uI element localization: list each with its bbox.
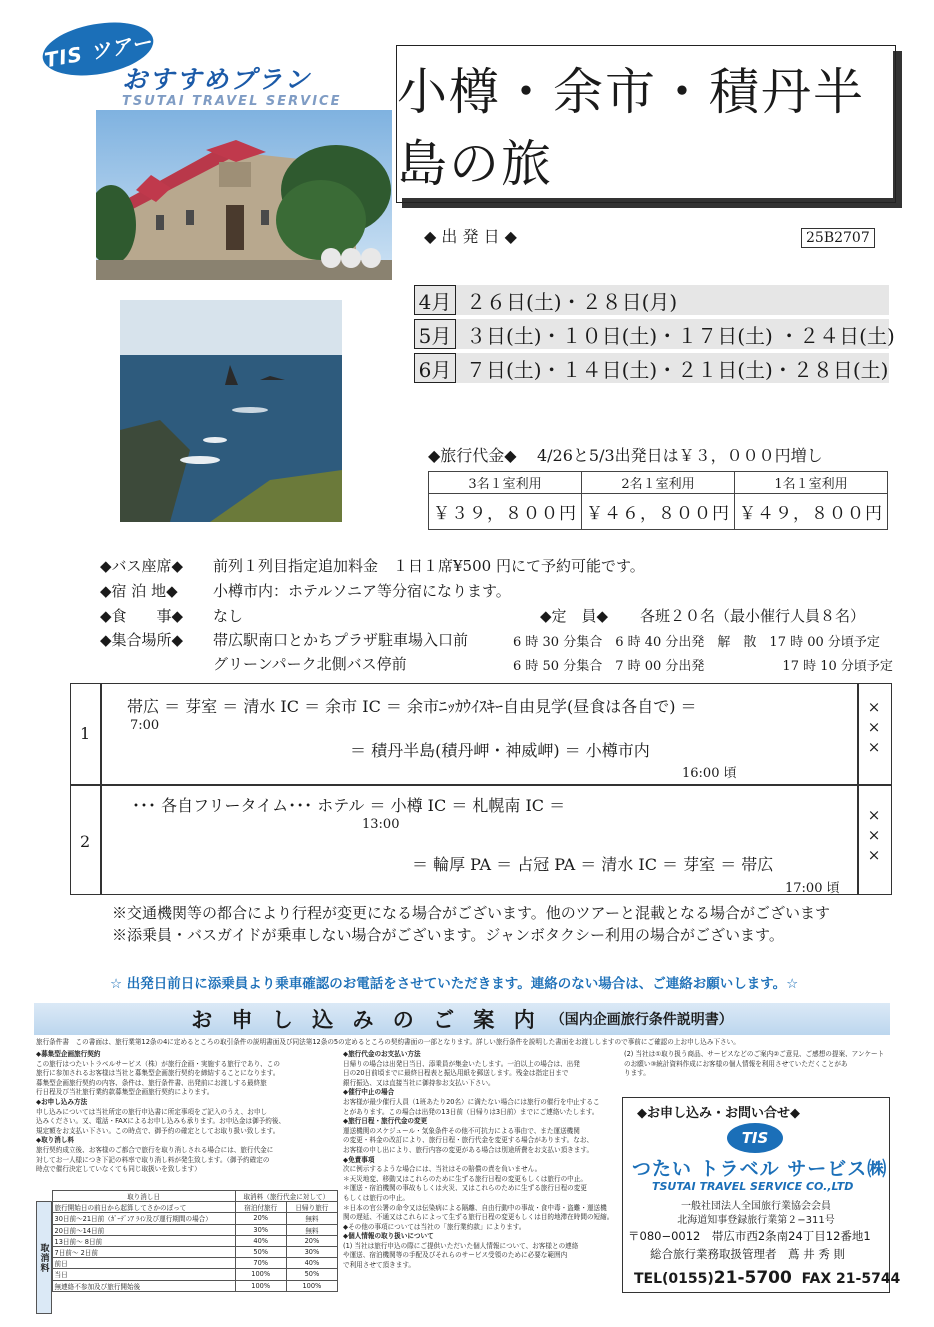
meal-mark: ×: [867, 846, 881, 864]
cancel-header: 取消料（旅行代金に対して）: [235, 1191, 337, 1202]
cond-line: ◆取り消し料: [36, 1136, 75, 1145]
cancel-cell: 13日前〜 8日前: [52, 1235, 235, 1246]
cancel-header: 取り消し日: [52, 1191, 235, 1202]
price-col-header: 2名１室利用: [582, 472, 735, 494]
cond-line: ＊日本の官公署の命令又は伝染病による隔離、自由行動中の事故・食中毒・盗難・運送機: [343, 1203, 607, 1212]
meal-marks: [862, 805, 886, 865]
cond-line: ◆お申し込み方法: [36, 1097, 88, 1106]
price-note: 4/26と5/3出発日は￥３，０００円増し: [536, 446, 823, 465]
cancel-cell: 100%: [286, 1280, 337, 1291]
cond-line: ◆免責事項: [343, 1155, 375, 1164]
cond-line: 申し込みについては当社所定の旅行申込書に所定事項をご記入のうえ、お申し: [36, 1107, 268, 1116]
cond-line: ◆募集型企画旅行契約: [36, 1050, 101, 1058]
cond-line: ◆催行中止の場合: [343, 1088, 395, 1097]
cancel-cell: 100%: [235, 1280, 286, 1291]
cond-line: ります。: [624, 1069, 650, 1078]
tel-number: 21-5700: [713, 1268, 792, 1288]
service-name: TSUTAI TRAVEL SERVICE: [122, 94, 342, 109]
cond-line: (2) 当社は①取り扱う商品、サービスなどのご案内②ご意見、ご感想の提案、アンケート: [624, 1050, 885, 1058]
company-name: つたい トラベル サービス㈱: [632, 1158, 888, 1180]
call-notice: ☆ 出発日前日に添乗員より乗車確認のお電話をさせていただきます。連絡のない場合は、ご連絡お願いします。☆: [110, 976, 799, 992]
cancel-cell: 無料: [286, 1213, 337, 1224]
cond-line: ＊天災地変、移動又はこれらのために生ずる旅行日程の変更もしくは旅行の中止。: [343, 1174, 587, 1183]
meeting-time-2: 6 時 50 分集合 7 時 00 分出発 17 時 10 分頃予定: [513, 659, 893, 674]
departure-row: [414, 353, 888, 383]
title-box: [396, 45, 896, 203]
cond-line: ◆旅行代金のお支払い方法: [343, 1050, 421, 1058]
cancel-cell: 70%: [235, 1258, 286, 1269]
meal-info: なし: [213, 607, 244, 625]
price-value: ￥３９，８００円: [429, 494, 582, 530]
cancel-cell: 30日前〜21日前（ｶﾞｰﾃﾞﾝｱ ﾗｲﾝ及び運行期間の場合）: [52, 1213, 235, 1224]
cancel-cell: 30%: [286, 1246, 337, 1257]
cond-line: 関の遅延、不通又はこれらによって生ずる旅行日程の変更もしくは目的地滞在時間の短縮。: [343, 1213, 614, 1222]
note-1: ※交通機関等の都合により行程が変更になる場合がございます。他のツアーと混載となる場合がございます: [112, 904, 831, 922]
bus-seat-label: ◆バス座席◆: [100, 557, 184, 575]
departure-label: ◆ 出 発 日 ◆: [424, 227, 517, 246]
meal-marks: [862, 697, 886, 757]
cond-line: ＊運送・宿泊機関の事故もしくは火災、又はこれらのために生ずる旅行日程の変更: [343, 1184, 587, 1193]
association: 一般社団法人全国旅行業協会会員: [681, 1201, 831, 1212]
capacity-info: 各班２０名（最小催行人員８名）: [640, 607, 866, 625]
route-time: 13:00: [362, 817, 400, 832]
tel-label: TEL(0155): [634, 1271, 714, 1287]
application-subtitle: （国内企画旅行条件説明書）: [550, 1012, 733, 1028]
price-col-header: 1名１室利用: [735, 472, 888, 494]
day-number: 2: [80, 832, 91, 851]
stay-label: ◆宿 泊 地◆: [100, 582, 178, 600]
application-title: お 申 し 込 み の ご 案 内: [191, 1008, 541, 1032]
month-label: 6月: [414, 353, 456, 383]
cond-line: ◆その他の事項については当社の「旅行業約款」によります。: [343, 1222, 526, 1231]
price-table: [428, 471, 888, 530]
divider: [857, 683, 859, 895]
price-value: ￥４６，８００円: [582, 494, 735, 530]
meal-mark: ×: [867, 806, 881, 824]
tis-tour-logo: TIS ツアー: [39, 15, 158, 84]
month-label: 4月: [414, 285, 456, 315]
meal-label: ◆食 事◆: [100, 607, 184, 625]
cond-line: 募集型企画旅行契約の内容、条件は、旅行条件書、出発前にお渡しする最終旅: [36, 1078, 267, 1087]
capacity-label: ◆定 員◆: [540, 607, 609, 625]
cancel-side-label: 取消料: [36, 1201, 52, 1314]
cond-line: この旅行はつたいトラベルサービス（株）が旅行企画・実施する旅行であり、この: [36, 1059, 280, 1068]
meeting-place-2: グリーンパーク北側バス停前: [213, 655, 407, 673]
cancel-subheader: 旅行開始日の前日から起算してさかのぼって: [52, 1202, 235, 1213]
cond-line: 日帰りの場合は出発日当日、添乗員が集金いたします。一泊以上の場合は、出発: [343, 1059, 580, 1068]
conditions-column-1: [36, 1050, 336, 1175]
tour-title: 小樽・余市・積丹半島の旅: [397, 63, 865, 193]
cond-line: ◆個人情報の取り扱いについて: [343, 1232, 434, 1241]
cond-line: 時点で催行決定していなくても同じ取扱いを致します）: [36, 1165, 201, 1174]
cancel-cell: 無料: [286, 1224, 337, 1235]
cancel-cell: 100%: [235, 1269, 286, 1280]
distillery-photo: [96, 110, 392, 280]
departure-dates: ２６日(土)・２８日(月): [466, 289, 678, 314]
cond-line: ◆旅行日程・旅行代金の変更: [343, 1117, 428, 1126]
route-time: 17:00 頃: [785, 881, 840, 896]
divider: [70, 784, 892, 786]
conditions-column-3: [624, 1050, 892, 1079]
registration: 北海道知事登録旅行業第２−311号: [677, 1215, 835, 1226]
route-line: ＝ 積丹半島(積丹岬・神威岬) ＝ 小樽市内: [350, 741, 650, 760]
route-time: 16:00 頃: [682, 766, 737, 781]
cancel-subheader: 日帰り旅行: [286, 1202, 337, 1213]
meeting-time-1: 6 時 30 分集合 6 時 40 分出発 解 散 17 時 00 分頃予定: [513, 635, 880, 650]
cond-line: 対してお一人様につき下記の料率で取り消し料が発生致します。（御予約確定の: [36, 1155, 270, 1164]
contact-heading: ◆お申し込み・お問い合せ◆: [637, 1106, 800, 1121]
meeting-place-1: 帯広駅南口とかちプラザ駐車場入口前: [213, 631, 469, 649]
plan-heading: おすすめプラン: [122, 65, 312, 94]
route-time: 7:00: [130, 718, 160, 733]
route-line: 帯広 ＝ 芽室 ＝ 清水 IC ＝ 余市 IC ＝ 余市ﾆｯｶｳｲｽｷｰ自由見学(昼食は各自で) ＝: [127, 697, 697, 716]
cond-line: や運送、宿泊機関等の手配及びそれらのサービス受領のために必要な範囲内: [343, 1251, 568, 1260]
price-header: [428, 443, 823, 466]
departure-row: [414, 285, 677, 315]
cancel-cell: 50%: [286, 1269, 337, 1280]
fax-number: FAX 21-5744: [801, 1271, 901, 1287]
cond-line: 行日程及び当社旅行業約款募集型企画旅行契約によります。: [36, 1088, 214, 1097]
price-label: ◆旅行代金◆: [428, 446, 517, 465]
divider: [100, 683, 102, 895]
cond-line: 旅行契約成立後、お客様のご都合で旅行を取り消しされる場合には、旅行代金に: [36, 1145, 274, 1154]
cond-line: (1) 当社は旅行申込の際にご提供いただいた個人情報について、お客様との連絡: [343, 1241, 579, 1250]
price-value: ￥４９，８００円: [735, 494, 888, 530]
cancel-cell: 30%: [235, 1224, 286, 1235]
cond-line: 日の20日前頃までに最終日程表と振込用紙を郵送します。残金は指定日まで: [343, 1069, 569, 1078]
note-2: ※添乗員・バスガイドが乗車しない場合がございます。ジャンボタクシー利用の場合がございます。: [112, 926, 784, 944]
meeting-label: ◆集合場所◆: [100, 631, 184, 649]
bus-seat-info: 前列１列目指定追加料金 １日１席¥500 円にて予約可能です。: [213, 557, 645, 575]
month-label: 5月: [414, 319, 456, 349]
cond-line: の変更・料金の改訂により、旅行日程・旅行代金を変更する場合があります。なお、: [343, 1136, 594, 1145]
day-number: 1: [80, 724, 91, 743]
address: 〒080−0012 帯広市西2条南24丁目12番地1: [628, 1229, 871, 1243]
cond-line: お客様の申し出により、旅行内容の変更がある場合は別途所費をお支払い頂きます。: [343, 1145, 594, 1154]
tour-code: 25B2707: [801, 228, 875, 248]
cond-line: とがあります。この場合は出発の13日前（日帰りは3日前）までにご連絡いたします。: [343, 1107, 599, 1116]
phone-line: [634, 1268, 900, 1288]
cond-line: のお願い③統計資料作成にお客様の個人情報を利用させていただくことがあ: [624, 1059, 848, 1068]
departure-dates: ３日(土)・１０日(土)・１７日(土) ・２４日(土): [466, 323, 895, 348]
cond-line: 運送機関のスケジュール・気象条件その他不可抗力による事由で、また運送機関: [343, 1126, 580, 1135]
cancel-cell: 20%: [235, 1213, 286, 1224]
company-logo: TIS: [727, 1123, 783, 1153]
company-name-en: TSUTAI TRAVEL SERVICE CO.,LTD: [652, 1180, 854, 1193]
cancel-cell: 無連絡不参加及び旅行開始後: [52, 1280, 235, 1291]
cond-line: 規定額をお支払い下さい。この時点で、御予約の確定としてお取り扱い致します。: [36, 1126, 280, 1135]
cancel-cell: 前日: [52, 1258, 235, 1269]
stay-info: 小樽市内：ホテルソニア等分宿になります。: [213, 582, 511, 600]
cancel-cell: 50%: [235, 1246, 286, 1257]
departure-row: [414, 319, 895, 349]
manager: 総合旅行業務取扱管理者 蔦 井 秀 則: [650, 1247, 845, 1261]
cancel-cell: 40%: [286, 1258, 337, 1269]
cancel-cell: 当日: [52, 1269, 235, 1280]
route-line: ＝ 輪厚 PA ＝ 占冠 PA ＝ 清水 IC ＝ 芽室 ＝ 帯広: [412, 855, 774, 874]
cond-line: お客様が最少催行人員（1班あたり20名）に満たない場合には旅行の催行を中止するこ: [343, 1097, 600, 1106]
cancel-cell: 20%: [286, 1235, 337, 1246]
cancel-cell: 20日前〜14日前: [52, 1224, 235, 1235]
route-line: ･･･ 各自フリータイム･･･ ホテル ＝ 小樽 IC ＝ 札幌南 IC ＝: [132, 796, 566, 815]
cancel-cell: 7日前〜 2日前: [52, 1246, 235, 1257]
meal-mark: ×: [867, 718, 881, 736]
coastline-photo: [120, 300, 342, 522]
price-col-header: 3名１室利用: [429, 472, 582, 494]
cond-line: もしくは旅行の中止。: [343, 1193, 409, 1202]
cond-line: 次に例示するような場合には、当社はその賠償の責を負いません。: [343, 1165, 542, 1174]
conditions-column-2: [343, 1050, 618, 1271]
departure-dates: ７日(土)・１４日(土)・２１日(土)・２８日(土): [466, 357, 889, 382]
meal-mark: ×: [867, 738, 881, 756]
cond-line: 旅行に参加されるお客様は当社と募集型企画旅行契約を締結することになります。: [36, 1069, 280, 1078]
meal-mark: ×: [867, 826, 881, 844]
cond-line: 銀行振込、又は直接当社に御持参お支払い下さい。: [343, 1078, 495, 1087]
cond-line: 込みください。又、電話・FAXによるお申し込みも承ります。お申込金は御予約後、: [36, 1117, 286, 1126]
cancellation-table: [36, 1190, 338, 1292]
cond-line: で利用させて頂きます。: [343, 1261, 416, 1270]
conditions-intro: 旅行条件書 この書面は、旅行業第12条の4に定めるところの取引条件の説明書面及び同法第12条の5の定めるところの契約書面の一部となります。詳しい旅行条件を説明した書面をお渡ししますので事前にご確認の上お申し込み下さい。: [36, 1038, 740, 1046]
cancel-subheader: 宿泊付旅行: [235, 1202, 286, 1213]
meal-mark: ×: [867, 698, 881, 716]
application-banner: [34, 1003, 890, 1035]
cancel-cell: 40%: [235, 1235, 286, 1246]
